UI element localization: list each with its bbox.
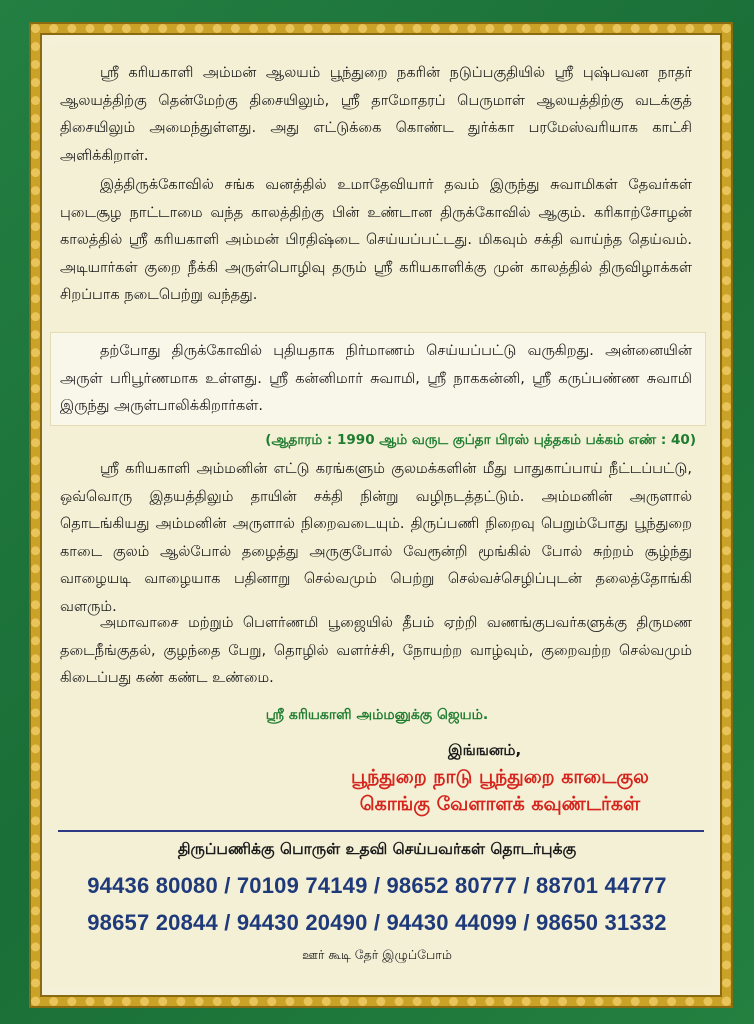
contact-heading: திருப்பணிக்கு பொருள் உதவி செய்பவர்கள் தொடர்புக்கு	[177, 840, 577, 858]
community-name-line-1: பூந்துறை நாடு பூந்துறை காடைகுல	[351, 766, 649, 788]
section-divider	[58, 830, 704, 832]
phone-numbers-row-2: 98657 20844 / 94430 20490 / 94430 44099 / 98650 31332	[87, 910, 667, 935]
phone-numbers-row-1: 94436 80080 / 70109 74149 / 98652 80777 / 88701 44777	[87, 873, 667, 898]
praise-line: ஸ்ரீ கரியகாளி அம்மனுக்கு ஜெயம்.	[265, 707, 489, 723]
paragraph-temple-location: ஸ்ரீ கரியகாளி அம்மன் ஆலயம் பூந்துறை நகரின் நடுப்பகுதியில் ஸ்ரீ புஷ்பவன நாதர் ஆலயத்திற்கு தென்மேற்கு திசையிலும், ஸ்ரீ தாமோதரப் பெருமாள் ஆலயத்திற்கு வடக்குத் திசையிலும் அமைந்துள்ளது. அது எட்டுக்கை கொண்ட துர்க்கா பரமேஸ்வரியாக காட்சி அளிக்கிறாள்.	[60, 65, 692, 164]
footer-slogan: ஊர் கூடி தேர் இழுப்போம்	[302, 947, 452, 962]
paragraph-blessing: ஸ்ரீ கரியகாளி அம்மனின் எட்டு கரங்களும் குலமக்களின் மீது பாதுகாப்பாய் நீட்டப்பட்டு, ஒவ்வொரு இதயத்திலும் தாயின் சக்தி நின்று வழிநடத்தட்டும். அம்மனின் அருளால் தொடங்கியது அம்மனின் அருளால் நிறைவடையும். திருப்பணி நிறைவு பெறும்போது பூந்துறை காடை குலம் ஆல்போல் தழைத்து அருகுபோல் வேரூன்றி மூங்கில் போல் சுற்றம் சூழ்ந்து வாழையடி வாழையாக பதினாறு செல்வமும் பெற்று செல்வச்செழிப்புடன் தலைத்தோங்கி வளரும்.	[60, 461, 692, 615]
source-note: (ஆதாரம் : 1990 ஆம் வருட குப்தா பிரஸ் புத்தகம் பக்கம் எண் : 40)	[265, 432, 696, 448]
paragraph-renovation: தற்போது திருக்கோவில் புதியதாக நிர்மாணம் செய்யப்பட்டு வருகிறது. அன்னையின் அருள் பரிபூர்ணமாக உள்ளது. ஸ்ரீ கன்னிமார் சுவாமி, ஸ்ரீ நாககன்னி, ஸ்ரீ கருப்பண்ண சுவாமி இருந்து அருள்பாலிக்கிறார்கள்.	[60, 343, 692, 414]
community-name-line-2: கொங்கு வேளாளக் கவுண்டர்கள்	[359, 793, 641, 815]
paragraph-temple-history: இத்திருக்கோவில் சங்க வனத்தில் உமாதேவியார் தவம் இருந்து சுவாமிகள் தேவர்கள் புடைசூழ நாட்டாமை வந்த காலத்திற்கு பின் உண்டான திருக்கோவில் ஆகும். கரிகாற்சோழன் காலத்தில் ஸ்ரீ கரியகாளி அம்மன் பிரதிஷ்டை செய்யப்பட்டது. மிகவும் சக்தி வாய்ந்த தெய்வம். அடியார்கள் குறை நீக்கி அருள்பொழிவு தரும் ஸ்ரீ கரியகாளிக்கு முன் காலத்தில் திருவிழாக்கள் சிறப்பாக நடைபெற்று வந்தது.	[60, 177, 692, 303]
paragraph-pooja-benefits: அமாவாசை மற்றும் பௌர்ணமி பூஜையில் தீபம் ஏற்றி வணங்குபவர்களுக்கு திருமண தடைநீங்குதல், குழந்தை பேறு, தொழில் வளர்ச்சி, நோயற்ற வாழ்வும், குறைவற்ற செல்வமும் கிடைப்பது கண் கண்ட உண்மை.	[60, 615, 692, 686]
closing-salutation: இங்ஙனம்,	[448, 741, 522, 759]
